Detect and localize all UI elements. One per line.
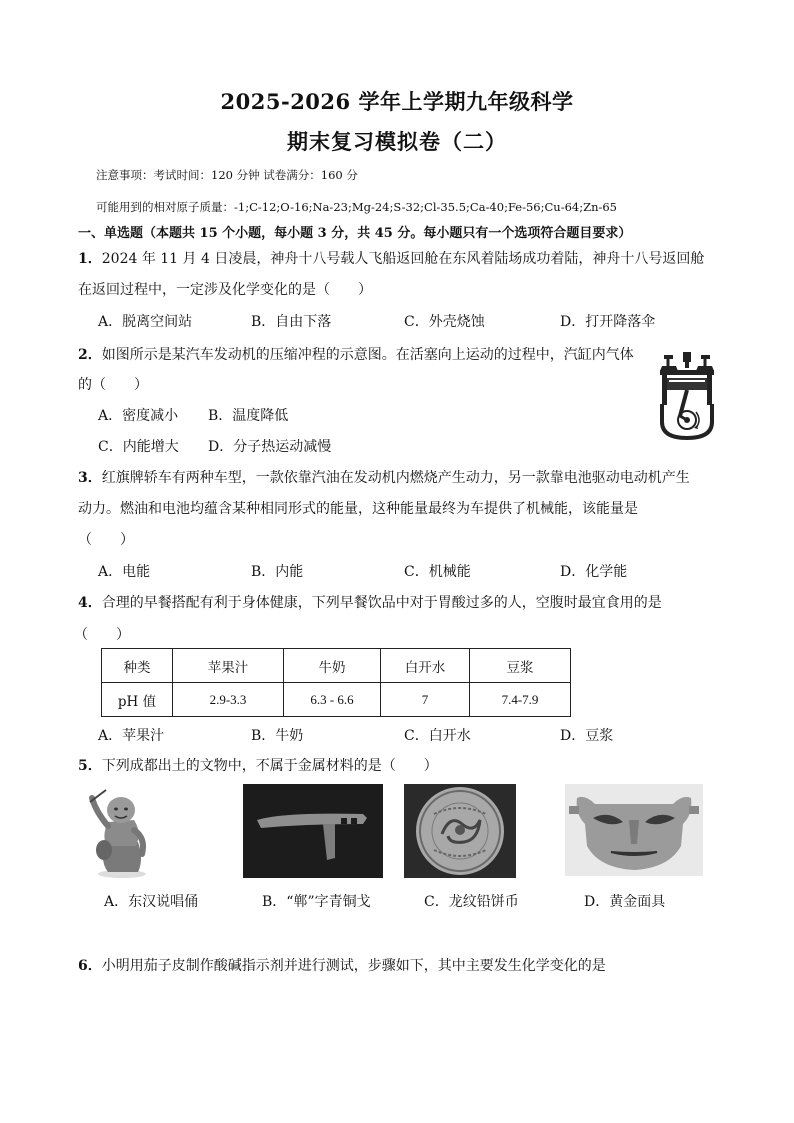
question-5-option-c[interactable]: C．龙纹铅饼币 <box>424 894 519 910</box>
exam-subtitle: 期末复习模拟卷（二） <box>287 129 507 154</box>
question-4-option-b[interactable]: B．牛奶 <box>251 728 304 744</box>
exam-notice: 注意事项：考试时间：120 分钟 试卷满分：160 分 <box>96 168 358 182</box>
table-cell: 牛奶 <box>284 649 381 683</box>
engine-compression-stroke-diagram <box>658 352 716 440</box>
question-1-line1 <box>78 248 704 268</box>
question-4-line1 <box>78 592 662 612</box>
question-2-option-b[interactable]: B．温度降低 <box>208 408 289 424</box>
question-3-line1 <box>78 467 690 487</box>
table-cell: 7.4-7.9 <box>470 683 571 717</box>
question-2-line2: 的（ ） <box>78 377 148 393</box>
question-6-number: 6． <box>78 958 102 974</box>
question-5-number: 5． <box>78 758 102 774</box>
question-2-text: 如图所示是某汽车发动机的压缩冲程的示意图。在活塞向上运动的过程中，汽缸内气体 <box>101 347 634 363</box>
question-5-option-a[interactable]: A．东汉说唱俑 <box>104 894 199 910</box>
table-cell: pH 值 <box>102 683 173 717</box>
section-heading: 一、单选题（本题共 15 个小题，每小题 3 分，共 45 分。每小题只有一个选项符合题目要求） <box>78 226 632 241</box>
table-cell: 6.3 - 6.6 <box>284 683 381 717</box>
question-3-line3: （ ） <box>78 532 134 548</box>
table-cell: 苹果汁 <box>173 649 284 683</box>
question-6-text: 小明用茄子皮制作酸碱指示剂并进行测试，步骤如下，其中主要发生化学变化的是 <box>101 958 606 974</box>
question-1-text: 2024 年 11 月 4 日凌晨，神舟十八号载人飞船返回舱在东风着陆场成功着陆，神舟十八号返回舱 <box>101 251 705 267</box>
ph-table-header-row <box>102 649 571 683</box>
table-cell: 种类 <box>102 649 173 683</box>
table-cell: 白开水 <box>381 649 470 683</box>
table-cell: 豆浆 <box>470 649 571 683</box>
table-cell: 2.9-3.3 <box>173 683 284 717</box>
question-3-option-d[interactable]: D．化学能 <box>560 564 628 580</box>
atomic-masses: 可能用到的相对原子质量：-1;C-12;O-16;Na-23;Mg-24;S-32;Cl-35.5;Ca-40;Fe-56;Cu-64;Zn-65 <box>96 200 618 214</box>
question-1-option-d[interactable]: D．打开降落伞 <box>560 314 656 330</box>
question-1-option-a[interactable]: A．脱离空间站 <box>98 314 193 330</box>
question-2-option-d[interactable]: D．分子热运动减慢 <box>208 439 332 455</box>
dragon-coin-image <box>404 784 516 878</box>
question-5-option-d[interactable]: D．黄金面具 <box>584 894 666 910</box>
question-5-option-b[interactable]: B．“郸”字青铜戈 <box>262 894 371 910</box>
ph-table <box>101 648 571 717</box>
question-2-option-a[interactable]: A．密度减小 <box>98 408 179 424</box>
question-4-option-a[interactable]: A．苹果汁 <box>98 728 165 744</box>
question-2-line1 <box>78 344 634 364</box>
bronze-halberd-image <box>243 784 383 878</box>
question-4-text: 合理的早餐搭配有利于身体健康，下列早餐饮品中对于胃酸过多的人，空腹时最宜食用的是 <box>101 595 662 611</box>
question-2-number: 2． <box>78 347 102 363</box>
question-3-number: 3． <box>78 470 102 486</box>
table-cell: 7 <box>381 683 470 717</box>
exam-title: 2025-2026 学年上学期九年级科学 <box>220 89 574 114</box>
question-4-option-c[interactable]: C．白开水 <box>404 728 471 744</box>
question-4-option-d[interactable]: D．豆浆 <box>560 728 614 744</box>
question-4-line2: （ ） <box>74 627 130 643</box>
question-4-number: 4． <box>78 595 102 611</box>
ph-table-value-row <box>102 683 571 717</box>
question-3-text: 红旗牌轿车有两种车型，一款依靠汽油在发动机内燃烧产生动力，另一款靠电池驱动电动机产生 <box>101 470 690 486</box>
question-1-line2: 在返回过程中，一定涉及化学变化的是（ ） <box>78 282 372 298</box>
question-5-line1 <box>78 755 438 775</box>
question-5-text: 下列成都出土的文物中，不属于金属材料的是（ ） <box>101 758 438 774</box>
gold-mask-image <box>565 784 703 876</box>
question-3-option-c[interactable]: C．机械能 <box>404 564 471 580</box>
question-3-option-b[interactable]: B．内能 <box>251 564 304 580</box>
question-1-number: 1． <box>78 251 102 267</box>
question-3-line2: 动力。燃油和电池均蕴含某种相同形式的能量，这种能量最终为车提供了机械能，该能量是 <box>78 501 638 517</box>
question-2-option-c[interactable]: C．内能增大 <box>98 439 179 455</box>
question-3-option-a[interactable]: A．电能 <box>98 564 151 580</box>
storyteller-figurine-image <box>82 782 162 880</box>
question-6-line1 <box>78 955 606 975</box>
question-1-option-b[interactable]: B．自由下落 <box>251 314 332 330</box>
question-1-option-c[interactable]: C．外壳烧蚀 <box>404 314 485 330</box>
